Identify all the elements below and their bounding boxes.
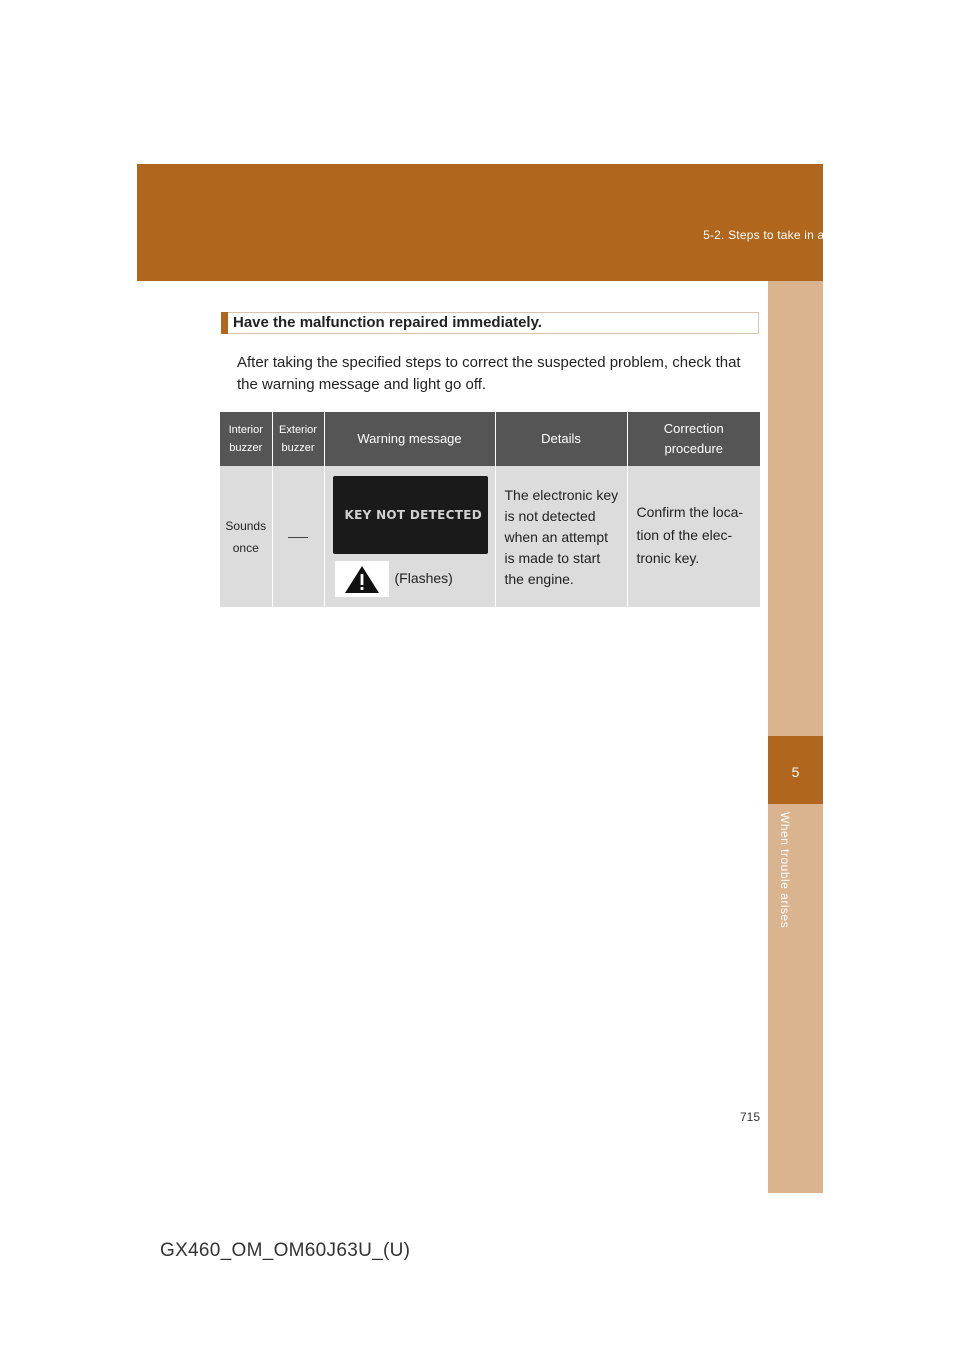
cell-interior-buzzer: Sounds once: [220, 466, 272, 607]
none-dash: [288, 537, 308, 538]
header-band: [137, 164, 823, 281]
section-heading: [221, 312, 759, 334]
chapter-number: 5: [791, 764, 800, 780]
multi-info-display: [333, 476, 488, 554]
table-header-row: [220, 412, 760, 466]
page-number: 715: [739, 1110, 760, 1124]
header-exterior-buzzer: Exterior buzzer: [272, 412, 324, 466]
cell-warning-message: [324, 466, 495, 607]
header-interior-buzzer: Interior buzzer: [220, 412, 272, 466]
chapter-title: When trouble arises: [778, 812, 792, 929]
section-title: 5-2. Steps to take in an emergency: [703, 228, 896, 242]
header-details: Details: [495, 412, 627, 466]
flashes-label: (Flashes): [394, 570, 453, 586]
document-code: GX460_OM_OM60J63U_(U): [160, 1240, 411, 1261]
display-message: KEY NOT DETECTED: [344, 508, 482, 522]
header-correction-procedure: Correction procedure: [627, 412, 760, 466]
table-row: [220, 466, 760, 607]
warning-table: [220, 412, 760, 607]
header-warning-message: Warning message: [324, 412, 495, 466]
master-warning-icon: [335, 561, 389, 597]
chapter-number-box: [768, 736, 823, 804]
body-paragraph: After taking the specified steps to correct the suspected problem, check that the warning message and light go off.: [237, 354, 741, 393]
cell-exterior-buzzer: [272, 466, 324, 607]
heading-accent: [221, 312, 228, 334]
heading-text: Have the malfunction repaired immediately.: [233, 314, 542, 331]
cell-correction: Confirm the loca- tion of the elec- tronic key.: [627, 466, 760, 607]
cell-details: The electronic key is not detected when an attempt is made to start the engine.: [495, 466, 627, 607]
